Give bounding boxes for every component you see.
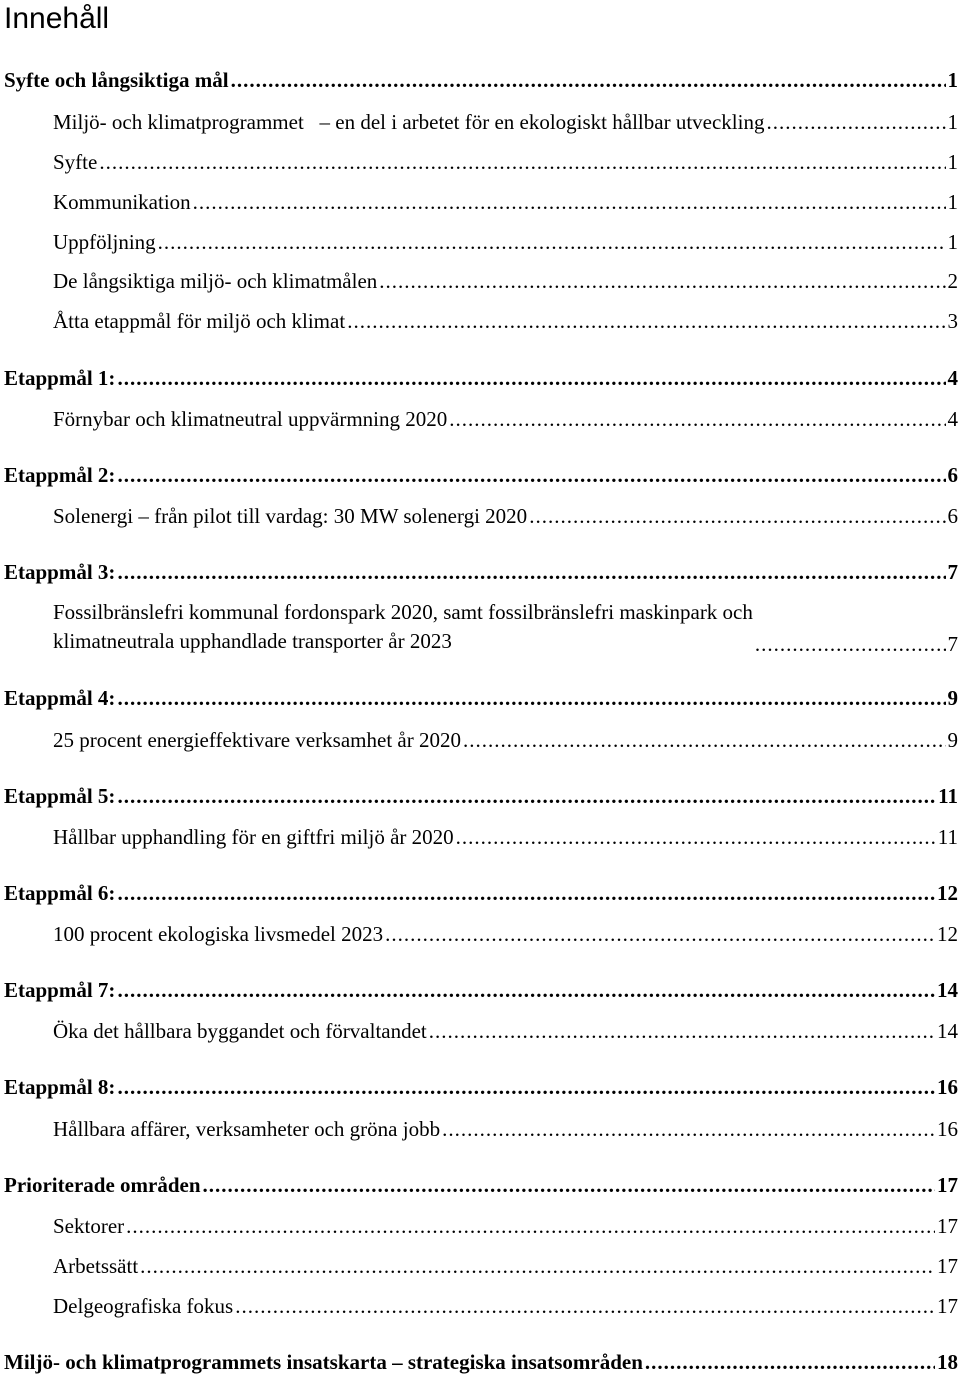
toc-leader-dots xyxy=(379,269,945,293)
toc-entry-langsiktiga-mal[interactable] xyxy=(53,269,958,293)
toc-entry-text: 100 procent ekologiska livsmedel 2023 xyxy=(53,922,384,946)
toc-leader-dots xyxy=(231,68,946,92)
toc-leader-dots xyxy=(449,407,945,431)
toc-entry-sektorer[interactable] xyxy=(53,1214,958,1238)
toc-entry-text: Förnybar och klimatneutral uppvärmning 2020 xyxy=(53,407,448,431)
toc-entry-text-line-1: Fossilbränslefri kommunal fordonspark 2020, samt fossilbränslefri maskinpark och xyxy=(53,600,753,624)
toc-page-number: 9 xyxy=(947,686,958,710)
toc-entry-text: Syfte xyxy=(53,150,98,174)
toc-page-number: 1 xyxy=(947,68,958,92)
toc-entry-text: Prioriterade områden xyxy=(4,1173,201,1197)
toc-page-number: 11 xyxy=(937,825,958,849)
toc-entry-text: 25 procent energieffektivare verksamhet år 2020 xyxy=(53,728,461,752)
toc-entry-text: Miljö- och klimatprogrammets insatskarta – strategiska insatsområden xyxy=(4,1350,643,1374)
toc-page-number: 12 xyxy=(937,881,958,905)
toc-leader-dots xyxy=(235,1294,935,1318)
toc-leader-dots xyxy=(140,1254,935,1278)
toc-leader-dots xyxy=(755,632,946,656)
toc-entry-text: Etappmål 4: xyxy=(4,686,116,710)
toc-page-number: 12 xyxy=(937,922,958,946)
toc-page-number: 17 xyxy=(937,1214,958,1238)
toc-entry-text: Öka det hållbara byggandet och förvaltandet xyxy=(53,1019,427,1043)
toc-leader-dots xyxy=(117,463,945,487)
toc-entry-text: Etappmål 2: xyxy=(4,463,116,487)
toc-entry-etappmal-2[interactable] xyxy=(4,463,958,487)
toc-leader-dots xyxy=(193,190,946,214)
toc-page-number: 17 xyxy=(937,1254,958,1278)
toc-entry-etappmal-1[interactable] xyxy=(4,366,958,390)
toc-leader-dots xyxy=(429,1019,935,1043)
toc-entry-etappmal-4[interactable] xyxy=(4,686,958,710)
toc-entry-text: Kommunikation xyxy=(53,190,191,214)
toc-page-number: 2 xyxy=(947,269,958,293)
toc-entry-ekologiska-livsmedel[interactable] xyxy=(53,922,958,946)
toc-leader-dots xyxy=(117,686,945,710)
page-title: Innehåll xyxy=(4,2,110,35)
toc-entry-text: De långsiktiga miljö- och klimatmålen xyxy=(53,269,378,293)
toc-entry-text: Hållbar upphandling för en giftfri miljö år 2020 xyxy=(53,825,454,849)
toc-entry-etappmal-6[interactable] xyxy=(4,881,958,905)
toc-page-number: 17 xyxy=(937,1173,958,1197)
toc-entry-text: Solenergi – från pilot till vardag: 30 MW solenergi 2020 xyxy=(53,504,528,528)
toc-page-number: 9 xyxy=(947,728,958,752)
toc-entry-etappmal-8[interactable] xyxy=(4,1075,958,1099)
toc-page-number: 11 xyxy=(938,784,958,808)
toc-entry-syfte-och-langsiktiga-mal[interactable] xyxy=(4,68,958,92)
toc-entry-fornybar-uppvarmning[interactable] xyxy=(53,407,958,431)
toc-entry-text: Delgeografiska fokus xyxy=(53,1294,234,1318)
toc-entry-hallbar-upphandling[interactable] xyxy=(53,825,958,849)
toc-entry-text: Uppföljning xyxy=(53,230,156,254)
toc-page-number: 4 xyxy=(947,407,958,431)
toc-entry-insatskarta[interactable] xyxy=(4,1350,958,1374)
toc-leader-dots xyxy=(385,922,935,946)
toc-page-number: 14 xyxy=(937,978,958,1002)
toc-page-number: 17 xyxy=(937,1294,958,1318)
toc-entry-hallbara-affarer[interactable] xyxy=(53,1117,958,1141)
toc-leader-dots xyxy=(117,978,935,1002)
toc-entry-etappmal-3[interactable] xyxy=(4,560,958,584)
toc-entry-energieffektivare[interactable] xyxy=(53,728,958,752)
toc-entry-text: Etappmål 7: xyxy=(4,978,116,1002)
toc-entry-text: Etappmål 8: xyxy=(4,1075,116,1099)
toc-entry-text: Etappmål 6: xyxy=(4,881,116,905)
toc-page-number: 18 xyxy=(937,1350,958,1374)
toc-leader-dots xyxy=(117,366,945,390)
toc-leader-dots xyxy=(442,1117,935,1141)
toc-entry-atta-etappmal[interactable] xyxy=(53,309,958,333)
toc-entry-text: Åtta etappmål för miljö och klimat xyxy=(53,309,346,333)
toc-leader-dots xyxy=(117,881,935,905)
toc-leader-dots xyxy=(99,150,945,174)
toc-page-number: 16 xyxy=(937,1075,958,1099)
toc-entry-syfte[interactable] xyxy=(53,150,958,174)
toc-entry-hallbara-byggandet[interactable] xyxy=(53,1019,958,1043)
toc-page-number: 7 xyxy=(947,560,958,584)
toc-leader-dots xyxy=(117,1075,935,1099)
toc-entry-text: Etappmål 1: xyxy=(4,366,116,390)
toc-entry-delgeografiska-fokus[interactable] xyxy=(53,1294,958,1318)
toc-entry-text: Sektorer xyxy=(53,1214,125,1238)
toc-page-number: 1 xyxy=(947,230,958,254)
toc-page-number: 6 xyxy=(947,463,958,487)
toc-page-number: 3 xyxy=(947,309,958,333)
toc-entry-text: Etappmål 3: xyxy=(4,560,116,584)
toc-leader-dots xyxy=(203,1173,935,1197)
toc-page-number: 7 xyxy=(947,632,958,656)
toc-entry-etappmal-5[interactable] xyxy=(4,784,958,808)
toc-leader-dots xyxy=(645,1350,935,1374)
toc-entry-text: Hållbara affärer, verksamheter och gröna jobb xyxy=(53,1117,441,1141)
toc-entry-arbetssatt[interactable] xyxy=(53,1254,958,1278)
toc-leader-dots xyxy=(117,560,945,584)
toc-leader-dots xyxy=(126,1214,935,1238)
toc-page-number: 6 xyxy=(947,504,958,528)
toc-leader-dots xyxy=(158,230,946,254)
toc-leader-dots xyxy=(347,309,945,333)
toc-leader-dots xyxy=(463,728,946,752)
toc-entry-etappmal-7[interactable] xyxy=(4,978,958,1002)
toc-page-number: 4 xyxy=(947,366,958,390)
toc-entry-kommunikation[interactable] xyxy=(53,190,958,214)
toc-entry-text-line-2: klimatneutrala upphandlade transporter år 2023 xyxy=(53,629,452,653)
toc-entry-solenergi[interactable] xyxy=(53,504,958,528)
toc-entry-miljo-och-klimatprogrammet[interactable] xyxy=(53,110,958,134)
toc-entry-text: Miljö- och klimatprogrammet – en del i arbetet för en ekologiskt hållbar utveckling xyxy=(53,110,765,134)
toc-leader-dots xyxy=(529,504,945,528)
toc-entry-text: Etappmål 5: xyxy=(4,784,116,808)
toc-page-number: 14 xyxy=(937,1019,958,1043)
toc-page-number: 1 xyxy=(947,110,958,134)
toc-page-number: 1 xyxy=(947,190,958,214)
toc-entry-uppfoljning[interactable] xyxy=(53,230,958,254)
toc-page-number: 16 xyxy=(937,1117,958,1141)
toc-leader-dots xyxy=(117,784,936,808)
toc-entry-text: Syfte och långsiktiga mål xyxy=(4,68,229,92)
toc-entry-fossilbranslefri-fordonspark[interactable] xyxy=(53,598,958,656)
toc-page-number: 1 xyxy=(947,150,958,174)
toc-entry-text xyxy=(53,598,753,656)
toc-leader-dots xyxy=(456,825,936,849)
toc-entry-text: Arbetssätt xyxy=(53,1254,139,1278)
toc-leader-dots xyxy=(766,110,945,134)
toc-entry-prioriterade-omraden[interactable] xyxy=(4,1173,958,1197)
